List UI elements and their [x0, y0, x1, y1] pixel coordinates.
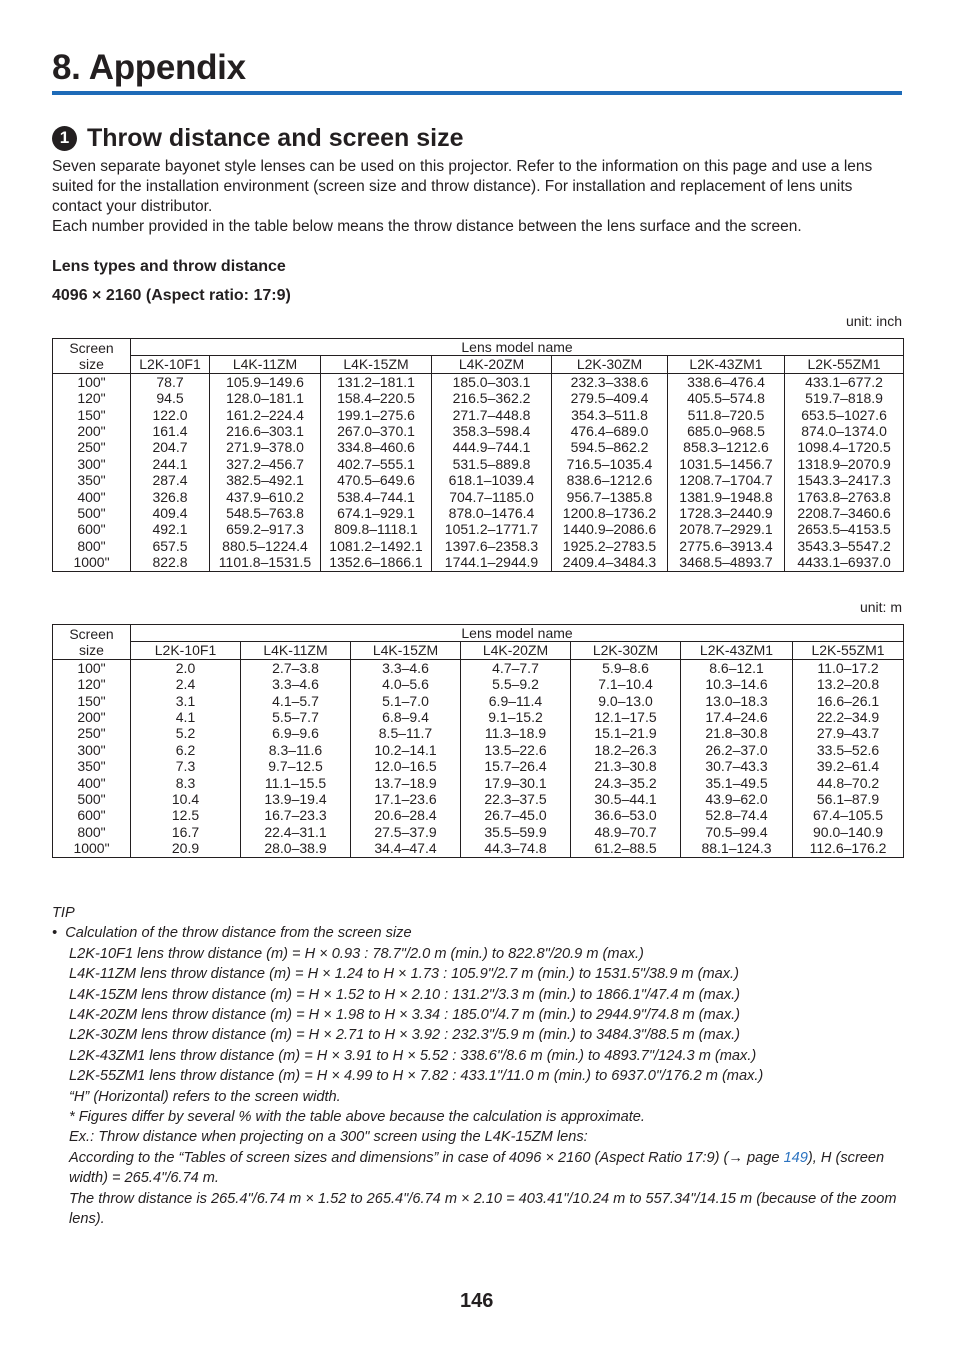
throw-distance-cell: 11.3–18.9 — [461, 725, 571, 741]
table-row — [53, 709, 904, 725]
throw-distance-cell: 52.8–74.4 — [681, 807, 793, 823]
throw-distance-cell: 1098.4–1720.5 — [785, 439, 904, 455]
table-row — [53, 423, 904, 439]
throw-distance-cell: 874.0–1374.0 — [785, 423, 904, 439]
throw-distance-cell: 1318.9–2070.9 — [785, 456, 904, 472]
tip-line: L4K-20ZM lens throw distance (m) = H × 1.98 to H × 3.34 : 185.0"/4.7 m (min.) to 2944.9"/74.8 m (max.) — [69, 1007, 741, 1024]
throw-distance-cell: 12.1–17.5 — [571, 709, 681, 725]
screen-size-cell: 150" — [53, 693, 131, 709]
throw-distance-cell: 470.5–649.6 — [321, 472, 432, 488]
throw-distance-cell: 267.0–370.1 — [321, 423, 432, 439]
throw-distance-cell: 354.3–511.8 — [552, 407, 668, 423]
screen-size-cell: 400" — [53, 775, 131, 791]
throw-distance-cell: 232.3–338.6 — [552, 373, 668, 390]
throw-distance-cell: 13.2–20.8 — [793, 676, 904, 692]
throw-distance-cell: 2653.5–4153.5 — [785, 521, 904, 537]
throw-distance-cell: 199.1–275.6 — [321, 407, 432, 423]
throw-distance-cell: 3468.5–4893.7 — [668, 554, 785, 571]
throw-distance-cell: 3543.3–5547.2 — [785, 538, 904, 554]
throw-distance-cell: 20.6–28.4 — [351, 807, 461, 823]
throw-distance-cell: 10.2–14.1 — [351, 742, 461, 758]
according-suffix: ), H (screen width) = 265.4"/6.74 m. — [69, 1149, 885, 1187]
throw-distance-cell: 956.7–1385.8 — [552, 489, 668, 505]
table-row — [53, 456, 904, 472]
throw-distance-cell: 1101.8–1531.5 — [210, 554, 321, 571]
throw-distance-cell: 880.5–1224.4 — [210, 538, 321, 554]
table-row — [53, 725, 904, 741]
throw-distance-cell: 6.8–9.4 — [351, 709, 461, 725]
throw-distance-cell: 61.2–88.5 — [571, 840, 681, 857]
throw-distance-cell: 4.7–7.7 — [461, 659, 571, 676]
section-title: Throw distance and screen size — [87, 124, 464, 152]
throw-distance-cell: 216.6–303.1 — [210, 423, 321, 439]
throw-distance-cell: 21.3–30.8 — [571, 758, 681, 774]
throw-distance-cell: 4.1–5.7 — [241, 693, 351, 709]
throw-distance-cell: 9.0–13.0 — [571, 693, 681, 709]
throw-distance-cell: 3.3–4.6 — [241, 676, 351, 692]
lens-column-header: L2K-55ZM1 — [793, 642, 904, 659]
throw-distance-cell: 7.3 — [131, 758, 241, 774]
tip-result: The throw distance is 265.4"/6.74 m × 1.52 to 265.4"/6.74 m × 2.10 = 403.41"/10.24 m to 557.34"/14.15 m (because of the zoom lens). — [69, 1190, 897, 1228]
throw-distance-cell: 4.1 — [131, 709, 241, 725]
throw-distance-cell: 492.1 — [131, 521, 210, 537]
throw-distance-cell: 287.4 — [131, 472, 210, 488]
throw-distance-cell: 15.1–21.9 — [571, 725, 681, 741]
lens-types-heading: Lens types and throw distance — [52, 258, 286, 275]
throw-distance-cell: 674.1–929.1 — [321, 505, 432, 521]
throw-distance-cell: 21.8–30.8 — [681, 725, 793, 741]
throw-distance-cell: 13.7–18.9 — [351, 775, 461, 791]
throw-distance-cell: 13.5–22.6 — [461, 742, 571, 758]
screen-header-line2: size — [79, 641, 104, 658]
lens-column-header: L4K-20ZM — [461, 642, 571, 659]
throw-distance-cell: 4433.1–6937.0 — [785, 554, 904, 571]
screen-header-line1: Screen — [69, 339, 114, 356]
table-row — [53, 676, 904, 692]
tip-lines — [52, 944, 903, 1148]
throw-distance-cell: 8.5–11.7 — [351, 725, 461, 741]
table-row — [53, 521, 904, 537]
tip-heading: Calculation of the throw distance from the screen size — [65, 925, 412, 942]
section-number-badge: 1 — [52, 126, 77, 151]
throw-distance-cell: 358.3–598.4 — [432, 423, 552, 439]
throw-distance-cell: 338.6–476.4 — [668, 373, 785, 390]
screen-size-cell: 600" — [53, 521, 131, 537]
lens-column-header: L2K-43ZM1 — [668, 356, 785, 373]
throw-distance-cell: 685.0–968.5 — [668, 423, 785, 439]
throw-distance-cell: 476.4–689.0 — [552, 423, 668, 439]
tip-line: L2K-10F1 lens throw distance (m) = H × 0.93 : 78.7"/2.0 m (min.) to 822.8"/20.9 m (max.) — [69, 945, 644, 962]
throw-distance-cell: 48.9–70.7 — [571, 824, 681, 840]
throw-distance-cell: 1763.8–2763.8 — [785, 489, 904, 505]
throw-distance-cell: 538.4–744.1 — [321, 489, 432, 505]
throw-distance-cell: 5.5–7.7 — [241, 709, 351, 725]
screen-size-cell: 300" — [53, 456, 131, 472]
tip-line: L2K-43ZM1 lens throw distance (m) = H × 3.91 to H × 5.52 : 338.6"/8.6 m (min.) to 4893.7"/124.3 m (max.) — [69, 1047, 757, 1064]
throw-distance-cell: 704.7–1185.0 — [432, 489, 552, 505]
screen-size-header — [53, 339, 131, 374]
title-rule — [52, 91, 902, 95]
table-row — [53, 439, 904, 455]
throw-distance-cell: 16.7–23.3 — [241, 807, 351, 823]
table-row — [53, 554, 904, 571]
according-text: According to the “Tables of screen sizes and dimensions” in case of 4096 × 2160 (Aspect Ratio 17:9) (→ page — [69, 1149, 784, 1166]
throw-distance-cell: 105.9–149.6 — [210, 373, 321, 390]
throw-distance-cell: 2775.6–3913.4 — [668, 538, 785, 554]
throw-distance-cell: 1397.6–2358.3 — [432, 538, 552, 554]
throw-distance-cell: 326.8 — [131, 489, 210, 505]
tip-line: * Figures differ by several % with the table above because the calculation is approximate. — [69, 1109, 645, 1126]
throw-distance-cell: 27.5–37.9 — [351, 824, 461, 840]
throw-distance-cell: 444.9–744.1 — [432, 439, 552, 455]
table-row — [53, 807, 904, 823]
throw-distance-cell: 67.4–105.5 — [793, 807, 904, 823]
table-row — [53, 407, 904, 423]
throw-distance-cell: 531.5–889.8 — [432, 456, 552, 472]
lens-column-header: L4K-11ZM — [210, 356, 321, 373]
table-row — [53, 824, 904, 840]
table-row — [53, 693, 904, 709]
tip-line: L2K-55ZM1 lens throw distance (m) = H × 4.99 to H × 7.82 : 433.1"/11.0 m (min.) to 6937.0"/176.2 m (max.) — [69, 1068, 764, 1085]
screen-size-cell: 100" — [53, 373, 131, 390]
screen-size-cell: 600" — [53, 807, 131, 823]
throw-distance-table-m — [52, 624, 904, 858]
tip-label: TIP — [52, 905, 75, 921]
table-row — [53, 791, 904, 807]
screen-size-cell: 500" — [53, 505, 131, 521]
lens-column-header: L2K-30ZM — [552, 356, 668, 373]
throw-distance-cell: 128.0–181.1 — [210, 390, 321, 406]
throw-distance-cell: 12.0–16.5 — [351, 758, 461, 774]
table-row — [53, 742, 904, 758]
throw-distance-cell: 26.7–45.0 — [461, 807, 571, 823]
throw-distance-cell: 2208.7–3460.6 — [785, 505, 904, 521]
throw-distance-cell: 716.5–1035.4 — [552, 456, 668, 472]
throw-distance-cell: 90.0–140.9 — [793, 824, 904, 840]
throw-distance-cell: 216.5–362.2 — [432, 390, 552, 406]
throw-distance-cell: 18.2–26.3 — [571, 742, 681, 758]
throw-distance-cell: 15.7–26.4 — [461, 758, 571, 774]
screen-size-cell: 300" — [53, 742, 131, 758]
table-row — [53, 775, 904, 791]
screen-size-cell: 120" — [53, 390, 131, 406]
throw-distance-cell: 30.5–44.1 — [571, 791, 681, 807]
page-number: 146 — [460, 1290, 494, 1312]
screen-size-cell: 100" — [53, 659, 131, 676]
intro-paragraph-2: Each number provided in the table below means the throw distance between the lens surface and the screen. — [52, 218, 802, 235]
throw-distance-cell: 10.3–14.6 — [681, 676, 793, 692]
throw-distance-cell: 9.7–12.5 — [241, 758, 351, 774]
throw-distance-cell: 2409.4–3484.3 — [552, 554, 668, 571]
tip-line: Ex.: Throw distance when projecting on a 300" screen using the L4K-15ZM lens: — [69, 1129, 588, 1146]
throw-distance-cell: 43.9–62.0 — [681, 791, 793, 807]
throw-distance-cell: 1200.8–1736.2 — [552, 505, 668, 521]
tip-block — [52, 903, 903, 1230]
throw-distance-cell: 9.1–15.2 — [461, 709, 571, 725]
throw-distance-cell: 22.4–31.1 — [241, 824, 351, 840]
throw-distance-cell: 5.1–7.0 — [351, 693, 461, 709]
throw-distance-cell: 271.9–378.0 — [210, 439, 321, 455]
throw-distance-cell: 35.1–49.5 — [681, 775, 793, 791]
throw-distance-cell: 1543.3–2417.3 — [785, 472, 904, 488]
throw-distance-cell: 6.9–9.6 — [241, 725, 351, 741]
throw-distance-cell: 657.5 — [131, 538, 210, 554]
throw-distance-cell: 809.8–1118.1 — [321, 521, 432, 537]
throw-distance-cell: 34.4–47.4 — [351, 840, 461, 857]
throw-distance-cell: 94.5 — [131, 390, 210, 406]
throw-distance-cell: 20.9 — [131, 840, 241, 857]
screen-size-cell: 800" — [53, 538, 131, 554]
throw-distance-cell: 519.7–818.9 — [785, 390, 904, 406]
throw-distance-cell: 271.7–448.8 — [432, 407, 552, 423]
throw-distance-cell: 70.5–99.4 — [681, 824, 793, 840]
table-row — [53, 758, 904, 774]
screen-size-cell: 250" — [53, 439, 131, 455]
throw-distance-cell: 2.7–3.8 — [241, 659, 351, 676]
throw-distance-table-inch — [52, 338, 904, 572]
throw-distance-cell: 1744.1–2944.9 — [432, 554, 552, 571]
section-heading — [52, 122, 464, 154]
throw-distance-cell: 1925.2–2783.5 — [552, 538, 668, 554]
throw-distance-cell: 22.3–37.5 — [461, 791, 571, 807]
throw-distance-cell: 161.4 — [131, 423, 210, 439]
throw-distance-cell: 327.2–456.7 — [210, 456, 321, 472]
screen-size-cell: 120" — [53, 676, 131, 692]
throw-distance-cell: 2078.7–2929.1 — [668, 521, 785, 537]
throw-distance-cell: 618.1–1039.4 — [432, 472, 552, 488]
throw-distance-cell: 659.2–917.3 — [210, 521, 321, 537]
lens-column-header: L2K-55ZM1 — [785, 356, 904, 373]
throw-distance-cell: 409.4 — [131, 505, 210, 521]
lens-model-header: Lens model name — [131, 339, 904, 356]
throw-distance-cell: 16.6–26.1 — [793, 693, 904, 709]
lens-name-row — [53, 642, 904, 659]
table-row — [53, 505, 904, 521]
throw-distance-cell: 382.5–492.1 — [210, 472, 321, 488]
throw-distance-cell: 131.2–181.1 — [321, 373, 432, 390]
throw-distance-cell: 1208.7–1704.7 — [668, 472, 785, 488]
throw-distance-cell: 112.6–176.2 — [793, 840, 904, 857]
throw-distance-cell: 279.5–409.4 — [552, 390, 668, 406]
screen-size-header — [53, 625, 131, 660]
throw-distance-cell: 26.2–37.0 — [681, 742, 793, 758]
throw-distance-cell: 822.8 — [131, 554, 210, 571]
throw-distance-cell: 56.1–87.9 — [793, 791, 904, 807]
lens-column-header: L2K-10F1 — [131, 642, 241, 659]
throw-distance-cell: 36.6–53.0 — [571, 807, 681, 823]
throw-distance-cell: 1381.9–1948.8 — [668, 489, 785, 505]
screen-size-cell: 400" — [53, 489, 131, 505]
throw-distance-cell: 548.5–763.8 — [210, 505, 321, 521]
table-row — [53, 659, 904, 676]
throw-distance-cell: 1031.5–1456.7 — [668, 456, 785, 472]
screen-size-cell: 250" — [53, 725, 131, 741]
throw-distance-cell: 10.4 — [131, 791, 241, 807]
throw-distance-cell: 8.3–11.6 — [241, 742, 351, 758]
lens-column-header: L2K-10F1 — [131, 356, 210, 373]
tip-bullet-line — [52, 923, 903, 943]
throw-distance-cell: 39.2–61.4 — [793, 758, 904, 774]
screen-size-cell: 150" — [53, 407, 131, 423]
screen-size-cell: 350" — [53, 758, 131, 774]
throw-distance-cell: 5.9–8.6 — [571, 659, 681, 676]
throw-distance-cell: 1728.3–2440.9 — [668, 505, 785, 521]
page-title: 8. Appendix — [52, 48, 246, 87]
throw-distance-cell: 17.4–24.6 — [681, 709, 793, 725]
throw-distance-cell: 594.5–862.2 — [552, 439, 668, 455]
table-row — [53, 390, 904, 406]
table-row — [53, 840, 904, 857]
throw-distance-cell: 1081.2–1492.1 — [321, 538, 432, 554]
throw-distance-cell: 44.8–70.2 — [793, 775, 904, 791]
screen-header-line2: size — [79, 355, 104, 372]
lens-column-header: L4K-11ZM — [241, 642, 351, 659]
throw-distance-cell: 11.1–15.5 — [241, 775, 351, 791]
throw-distance-cell: 3.3–4.6 — [351, 659, 461, 676]
intro-text — [52, 157, 903, 237]
throw-distance-cell: 5.2 — [131, 725, 241, 741]
throw-distance-cell: 161.2–224.4 — [210, 407, 321, 423]
throw-distance-cell: 88.1–124.3 — [681, 840, 793, 857]
throw-distance-cell: 44.3–74.8 — [461, 840, 571, 857]
throw-distance-cell: 204.7 — [131, 439, 210, 455]
screen-size-cell: 200" — [53, 423, 131, 439]
lens-name-row — [53, 356, 904, 373]
throw-distance-cell: 5.5–9.2 — [461, 676, 571, 692]
throw-distance-cell: 33.5–52.6 — [793, 742, 904, 758]
throw-distance-cell: 1440.9–2086.6 — [552, 521, 668, 537]
throw-distance-cell: 78.7 — [131, 373, 210, 390]
throw-distance-cell: 334.8–460.6 — [321, 439, 432, 455]
intro-paragraph-1: Seven separate bayonet style lenses can be used on this projector. Refer to the information on this page and use a lens suited for the installation environment (screen size and throw distance). For installation and replacement of lens units contact your distributor. — [52, 158, 873, 215]
aspect-heading: 4096 × 2160 (Aspect ratio: 17:9) — [52, 287, 291, 304]
tip-line: “H” (Horizontal) refers to the screen width. — [69, 1088, 341, 1105]
tip-line: L4K-11ZM lens throw distance (m) = H × 1.24 to H × 1.73 : 105.9"/2.7 m (min.) to 1531.5"/38.9 m (max.) — [69, 966, 739, 983]
lens-model-header: Lens model name — [131, 625, 904, 642]
screen-header-line1: Screen — [69, 625, 114, 642]
throw-distance-cell: 16.7 — [131, 824, 241, 840]
throw-distance-cell: 22.2–34.9 — [793, 709, 904, 725]
lens-column-header: L4K-20ZM — [432, 356, 552, 373]
unit-label-inch: unit: inch — [845, 313, 902, 329]
table-row — [53, 538, 904, 554]
throw-distance-cell: 24.3–35.2 — [571, 775, 681, 791]
throw-distance-cell: 8.6–12.1 — [681, 659, 793, 676]
throw-distance-cell: 405.5–574.8 — [668, 390, 785, 406]
throw-distance-cell: 7.1–10.4 — [571, 676, 681, 692]
throw-distance-cell: 158.4–220.5 — [321, 390, 432, 406]
throw-distance-cell: 35.5–59.9 — [461, 824, 571, 840]
table-row — [53, 489, 904, 505]
lens-column-header: L2K-43ZM1 — [681, 642, 793, 659]
throw-distance-cell: 858.3–1212.6 — [668, 439, 785, 455]
lens-column-header: L4K-15ZM — [321, 356, 432, 373]
throw-distance-cell: 6.9–11.4 — [461, 693, 571, 709]
throw-distance-cell: 185.0–303.1 — [432, 373, 552, 390]
throw-distance-cell: 13.0–18.3 — [681, 693, 793, 709]
screen-size-cell: 1000" — [53, 554, 131, 571]
lens-column-header: L2K-30ZM — [571, 642, 681, 659]
tip-line: L2K-30ZM lens throw distance (m) = H × 2.71 to H × 3.92 : 232.3"/5.9 m (min.) to 3484.3"/88.5 m (max.) — [69, 1027, 741, 1044]
screen-size-cell: 500" — [53, 791, 131, 807]
tip-according — [52, 1148, 903, 1189]
throw-distance-cell: 6.2 — [131, 742, 241, 758]
throw-distance-cell: 653.5–1027.6 — [785, 407, 904, 423]
throw-distance-cell: 17.9–30.1 — [461, 775, 571, 791]
throw-distance-cell: 1352.6–1866.1 — [321, 554, 432, 571]
throw-distance-cell: 437.9–610.2 — [210, 489, 321, 505]
throw-distance-cell: 1051.2–1771.7 — [432, 521, 552, 537]
throw-distance-cell: 27.9–43.7 — [793, 725, 904, 741]
screen-size-cell: 1000" — [53, 840, 131, 857]
throw-distance-cell: 8.3 — [131, 775, 241, 791]
unit-label-m: unit: m — [859, 599, 902, 615]
throw-distance-cell: 4.0–5.6 — [351, 676, 461, 692]
throw-distance-cell: 30.7–43.3 — [681, 758, 793, 774]
tip-line: L4K-15ZM lens throw distance (m) = H × 1.52 to H × 2.10 : 131.2"/3.3 m (min.) to 1866.1"/47.4 m (max.) — [69, 986, 741, 1003]
throw-distance-cell: 122.0 — [131, 407, 210, 423]
throw-distance-cell: 2.4 — [131, 676, 241, 692]
screen-size-cell: 350" — [53, 472, 131, 488]
throw-distance-cell: 28.0–38.9 — [241, 840, 351, 857]
page-link[interactable]: 149 — [783, 1149, 808, 1166]
throw-distance-cell: 12.5 — [131, 807, 241, 823]
throw-distance-cell: 2.0 — [131, 659, 241, 676]
throw-distance-cell: 402.7–555.1 — [321, 456, 432, 472]
throw-distance-cell: 878.0–1476.4 — [432, 505, 552, 521]
screen-size-cell: 800" — [53, 824, 131, 840]
throw-distance-cell: 13.9–19.4 — [241, 791, 351, 807]
throw-distance-cell: 244.1 — [131, 456, 210, 472]
throw-distance-cell: 17.1–23.6 — [351, 791, 461, 807]
screen-size-cell: 200" — [53, 709, 131, 725]
throw-distance-cell: 11.0–17.2 — [793, 659, 904, 676]
table-row — [53, 472, 904, 488]
throw-distance-cell: 838.6–1212.6 — [552, 472, 668, 488]
bullet: • — [52, 925, 58, 942]
throw-distance-cell: 511.8–720.5 — [668, 407, 785, 423]
throw-distance-cell: 3.1 — [131, 693, 241, 709]
lens-column-header: L4K-15ZM — [351, 642, 461, 659]
table-row — [53, 373, 904, 390]
throw-distance-cell: 433.1–677.2 — [785, 373, 904, 390]
